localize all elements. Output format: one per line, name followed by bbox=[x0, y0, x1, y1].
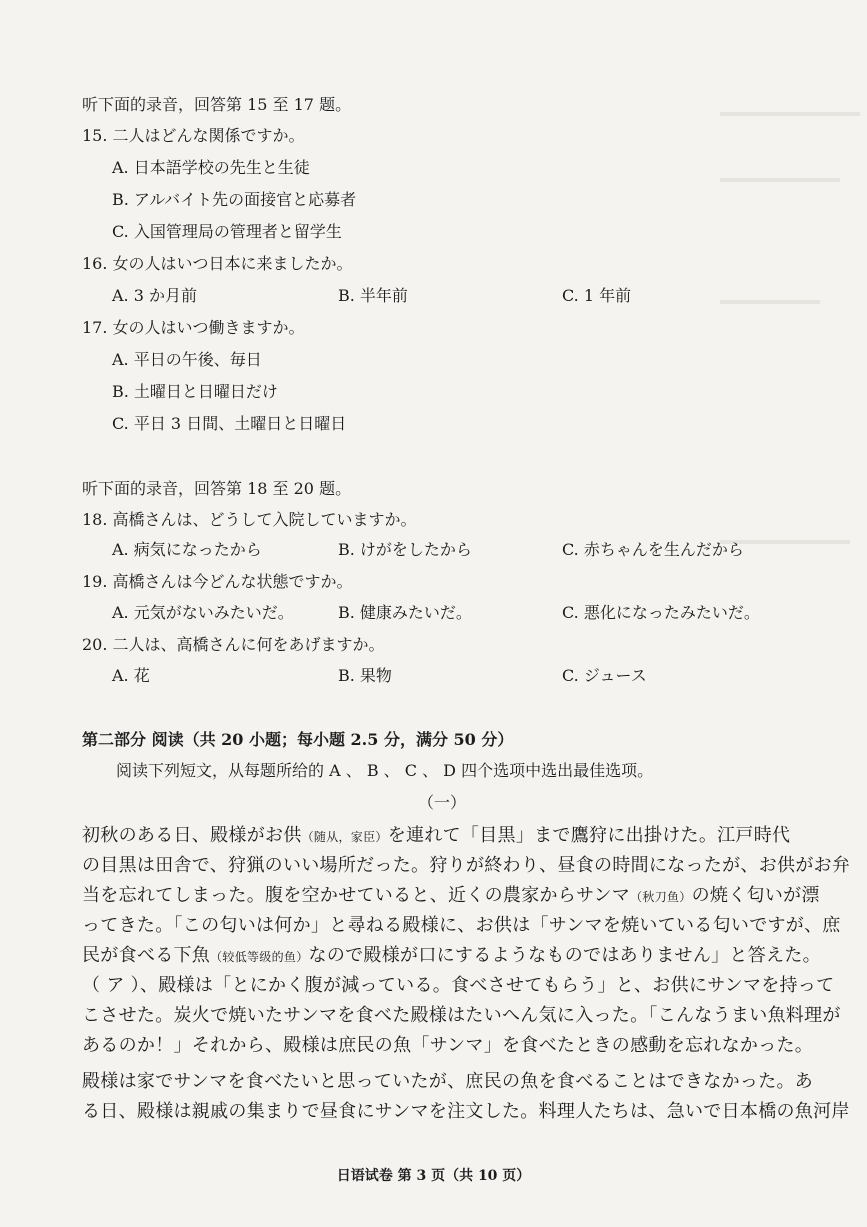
section-header-15-17: 听下面的录音，回答第 15 至 17 题。 bbox=[82, 95, 352, 114]
question-17-option-b: B. 土曜日と日曜日だけ bbox=[112, 382, 278, 401]
passage-line-3: 当を忘れてしまった。腹を空かせていると、近くの農家からサンマ（秋刀鱼）の焼く匂いが漂 bbox=[82, 885, 820, 906]
passage-line-4: ってきた。「この匂いは何か」と尋ねる殿様に、お供は「サンマを焼いている匂いですが、庶 bbox=[82, 915, 841, 936]
passage-line-9: 殿様は家でサンマを食べたいと思っていたが、庶民の魚を食べることはできなかった。あ bbox=[82, 1071, 814, 1092]
question-19-option-c: C. 悪化になったみたいだ。 bbox=[562, 603, 760, 622]
question-20-option-c: C. ジュース bbox=[562, 666, 647, 685]
part-2-title: 第二部分 阅读（共 20 小题；每小题 2.5 分，满分 50 分） bbox=[82, 730, 514, 749]
passage-line-10: る日、殿様は親戚の集まりで昼食にサンマを注文した。料理人たちは、急いで日本橋の魚河岸 bbox=[82, 1101, 850, 1122]
passage-line-2: の目黒は田舎で、狩猟のいい場所だった。狩りが終わり、昼食の時間になったが、お供がお弁 bbox=[82, 855, 851, 876]
passage-line-1: 初秋のある日、殿様がお供（随从，家臣）を連れて「目黒」まで鷹狩に出掛けた。江戸時代 bbox=[82, 825, 791, 846]
question-15-option-c: C. 入国管理局の管理者と留学生 bbox=[112, 222, 342, 241]
question-18-option-a: A. 病気になったから bbox=[112, 540, 262, 559]
passage-line-6: （ ア ）、殿様は「とにかく腹が減っている。食べさせてもらう」と、お供にサンマを持って bbox=[82, 975, 835, 996]
question-16-option-a: A. 3 か月前 bbox=[112, 286, 197, 305]
question-16-option-c: C. 1 年前 bbox=[562, 286, 632, 305]
section-header-18-20: 听下面的录音，回答第 18 至 20 题。 bbox=[82, 479, 352, 498]
question-19-option-a: A. 元気がないみたいだ。 bbox=[112, 603, 294, 622]
question-20-option-a: A. 花 bbox=[112, 666, 150, 685]
question-17: 17. 女の人はいつ働きますか。 bbox=[82, 318, 305, 337]
passage-number: （一） bbox=[418, 793, 467, 812]
question-15: 15. 二人はどんな関係ですか。 bbox=[82, 126, 305, 145]
question-20: 20. 二人は、高橋さんに何をあげますか。 bbox=[82, 635, 385, 654]
question-18: 18. 高橋さんは、どうして入院していますか。 bbox=[82, 510, 417, 529]
part-2-instruction: 阅读下列短文，从每题所给的 A 、 B 、 C 、 D 四个选项中选出最佳选项。 bbox=[116, 761, 654, 780]
question-18-option-b: B. けがをしたから bbox=[338, 540, 472, 559]
question-16-option-b: B. 半年前 bbox=[338, 286, 408, 305]
bleed-through-mark bbox=[720, 300, 820, 304]
question-16: 16. 女の人はいつ日本に来ましたか。 bbox=[82, 254, 353, 273]
question-20-option-b: B. 果物 bbox=[338, 666, 392, 685]
question-17-option-a: A. 平日の午後、毎日 bbox=[112, 350, 262, 369]
question-18-option-c: C. 赤ちゃんを生んだから bbox=[562, 540, 744, 559]
passage-line-7: こさせた。炭火で焼いたサンマを食べた殿様はたいへん気に入った。「こんなうまい魚料理が bbox=[82, 1005, 841, 1026]
passage-line-8: あるのか！」それから、殿様は庶民の魚「サンマ」を食べたときの感動を忘れなかった。 bbox=[82, 1035, 814, 1056]
passage-line-5: 民が食べる下魚（较低等级的鱼）なので殿様が口にするようなものではありません」と答えた。 bbox=[82, 945, 821, 966]
bleed-through-mark bbox=[720, 178, 840, 182]
page-footer: 日语试卷 第 3 页（共 10 页） bbox=[336, 1168, 531, 1184]
question-15-option-b: B. アルバイト先の面接官と応募者 bbox=[112, 190, 357, 209]
bleed-through-mark bbox=[720, 112, 860, 116]
question-17-option-c: C. 平日 3 日間、土曜日と日曜日 bbox=[112, 414, 347, 433]
question-19-option-b: B. 健康みたいだ。 bbox=[338, 603, 472, 622]
question-19: 19. 高橋さんは今どんな状態ですか。 bbox=[82, 572, 353, 591]
question-15-option-a: A. 日本語学校の先生と生徒 bbox=[112, 158, 310, 177]
